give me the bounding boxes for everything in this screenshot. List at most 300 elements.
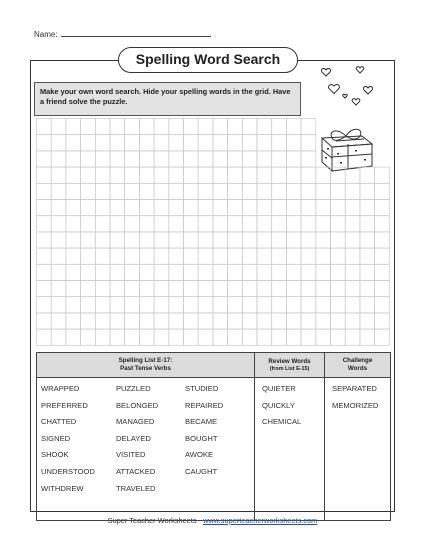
grid-cell[interactable] — [331, 167, 346, 183]
grid-cell[interactable] — [51, 183, 66, 199]
grid-cell[interactable] — [66, 281, 81, 297]
grid-cell[interactable] — [81, 281, 96, 297]
grid-cell[interactable] — [316, 329, 331, 345]
grid-cell[interactable] — [198, 183, 213, 199]
grid-cell[interactable] — [345, 248, 360, 264]
grid-cell[interactable] — [110, 232, 125, 248]
grid-cell[interactable] — [154, 119, 169, 135]
grid-cell[interactable] — [37, 329, 52, 345]
grid-cell[interactable] — [110, 119, 125, 135]
grid-cell[interactable] — [316, 200, 331, 216]
grid-cell[interactable] — [81, 329, 96, 345]
grid-cell[interactable] — [345, 183, 360, 199]
grid-cell[interactable] — [154, 167, 169, 183]
grid-cell[interactable] — [139, 248, 154, 264]
grid-cell[interactable] — [139, 135, 154, 151]
grid-cell[interactable] — [360, 232, 375, 248]
grid-cell[interactable] — [198, 248, 213, 264]
grid-cell[interactable] — [95, 216, 110, 232]
grid-cell[interactable] — [154, 297, 169, 313]
grid-cell[interactable] — [51, 135, 66, 151]
grid-cell[interactable] — [272, 216, 287, 232]
grid-cell[interactable] — [66, 297, 81, 313]
grid-cell[interactable] — [95, 119, 110, 135]
grid-cell[interactable] — [37, 119, 52, 135]
grid-cell[interactable] — [51, 232, 66, 248]
grid-cell[interactable] — [125, 281, 140, 297]
grid-cell[interactable] — [169, 216, 184, 232]
grid-cell[interactable] — [228, 119, 243, 135]
grid-cell[interactable] — [375, 329, 390, 345]
grid-cell[interactable] — [228, 183, 243, 199]
grid-cell[interactable] — [198, 281, 213, 297]
grid-cell[interactable] — [375, 281, 390, 297]
grid-cell[interactable] — [184, 151, 199, 167]
grid-cell[interactable] — [81, 232, 96, 248]
grid-cell[interactable] — [272, 119, 287, 135]
footer-link[interactable]: www.superteacherworksheets.com — [203, 516, 318, 525]
grid-cell[interactable] — [81, 248, 96, 264]
grid-cell[interactable] — [169, 329, 184, 345]
grid-cell[interactable] — [331, 200, 346, 216]
grid-cell[interactable] — [301, 297, 316, 313]
grid-cell[interactable] — [316, 216, 331, 232]
grid-cell[interactable] — [139, 167, 154, 183]
grid-cell[interactable] — [331, 248, 346, 264]
grid-cell[interactable] — [125, 248, 140, 264]
grid-cell[interactable] — [228, 200, 243, 216]
grid-cell[interactable] — [125, 151, 140, 167]
grid-cell[interactable] — [228, 264, 243, 280]
grid-cell[interactable] — [286, 135, 301, 151]
grid-cell[interactable] — [345, 313, 360, 329]
grid-cell[interactable] — [213, 329, 228, 345]
grid-cell[interactable] — [169, 281, 184, 297]
grid-cell[interactable] — [375, 216, 390, 232]
grid-cell[interactable] — [184, 200, 199, 216]
grid-cell[interactable] — [242, 248, 257, 264]
grid-cell[interactable] — [154, 216, 169, 232]
grid-cell[interactable] — [301, 264, 316, 280]
grid-cell[interactable] — [66, 167, 81, 183]
grid-cell[interactable] — [95, 264, 110, 280]
grid-cell[interactable] — [51, 248, 66, 264]
grid-cell[interactable] — [184, 264, 199, 280]
grid-cell[interactable] — [125, 232, 140, 248]
grid-cell[interactable] — [375, 200, 390, 216]
grid-cell[interactable] — [169, 119, 184, 135]
grid-cell[interactable] — [81, 313, 96, 329]
grid-cell[interactable] — [213, 119, 228, 135]
grid-cell[interactable] — [360, 200, 375, 216]
grid-cell[interactable] — [228, 167, 243, 183]
grid-cell[interactable] — [37, 313, 52, 329]
grid-cell[interactable] — [301, 248, 316, 264]
grid-cell[interactable] — [125, 216, 140, 232]
grid-cell[interactable] — [139, 313, 154, 329]
word-search-grid[interactable] — [36, 118, 392, 350]
grid-cell[interactable] — [81, 183, 96, 199]
grid-cell[interactable] — [66, 119, 81, 135]
grid-cell[interactable] — [213, 200, 228, 216]
grid-cell[interactable] — [257, 264, 272, 280]
grid-cell[interactable] — [286, 151, 301, 167]
grid-cell[interactable] — [301, 329, 316, 345]
grid-cell[interactable] — [242, 200, 257, 216]
grid-cell[interactable] — [301, 232, 316, 248]
grid-cell[interactable] — [228, 313, 243, 329]
grid-cell[interactable] — [286, 264, 301, 280]
grid-cell[interactable] — [154, 183, 169, 199]
grid-cell[interactable] — [110, 183, 125, 199]
grid-cell[interactable] — [95, 135, 110, 151]
grid-cell[interactable] — [213, 264, 228, 280]
grid-cell[interactable] — [228, 232, 243, 248]
grid-cell[interactable] — [198, 232, 213, 248]
grid-cell[interactable] — [242, 264, 257, 280]
grid-cell[interactable] — [66, 232, 81, 248]
grid-cell[interactable] — [139, 281, 154, 297]
grid-cell[interactable] — [95, 167, 110, 183]
grid-cell[interactable] — [242, 297, 257, 313]
grid-cell[interactable] — [37, 281, 52, 297]
grid-cell[interactable] — [95, 200, 110, 216]
grid-cell[interactable] — [81, 264, 96, 280]
grid-cell[interactable] — [169, 135, 184, 151]
name-line[interactable] — [61, 28, 211, 37]
grid-cell[interactable] — [257, 297, 272, 313]
grid-cell[interactable] — [184, 167, 199, 183]
grid-cell[interactable] — [286, 248, 301, 264]
grid-cell[interactable] — [345, 167, 360, 183]
grid-cell[interactable] — [345, 200, 360, 216]
grid-cell[interactable] — [95, 151, 110, 167]
grid-cell[interactable] — [316, 281, 331, 297]
grid-cell[interactable] — [316, 183, 331, 199]
grid-cell[interactable] — [360, 297, 375, 313]
grid-cell[interactable] — [125, 264, 140, 280]
grid-cell[interactable] — [110, 200, 125, 216]
grid-cell[interactable] — [213, 151, 228, 167]
grid-cell[interactable] — [37, 216, 52, 232]
grid-cell[interactable] — [272, 264, 287, 280]
grid-cell[interactable] — [242, 151, 257, 167]
grid-cell[interactable] — [286, 119, 301, 135]
grid-cell[interactable] — [169, 264, 184, 280]
grid-cell[interactable] — [51, 264, 66, 280]
grid-cell[interactable] — [184, 183, 199, 199]
grid-cell[interactable] — [169, 232, 184, 248]
grid-cell[interactable] — [184, 329, 199, 345]
grid-cell[interactable] — [360, 264, 375, 280]
grid-cell[interactable] — [37, 151, 52, 167]
grid-cell[interactable] — [184, 135, 199, 151]
grid-cell[interactable] — [213, 313, 228, 329]
grid-cell[interactable] — [110, 216, 125, 232]
grid-cell[interactable] — [272, 248, 287, 264]
grid-cell[interactable] — [81, 167, 96, 183]
grid-cell[interactable] — [154, 313, 169, 329]
grid-cell[interactable] — [154, 135, 169, 151]
grid-cell[interactable] — [286, 167, 301, 183]
grid-cell[interactable] — [301, 167, 316, 183]
grid-cell[interactable] — [154, 329, 169, 345]
grid-cell[interactable] — [125, 313, 140, 329]
grid-cell[interactable] — [95, 232, 110, 248]
grid-cell[interactable] — [66, 329, 81, 345]
grid-cell[interactable] — [154, 248, 169, 264]
grid-cell[interactable] — [242, 281, 257, 297]
grid-cell[interactable] — [125, 119, 140, 135]
grid-cell[interactable] — [110, 264, 125, 280]
grid-cell[interactable] — [184, 313, 199, 329]
grid-cell[interactable] — [184, 248, 199, 264]
grid-cell[interactable] — [37, 248, 52, 264]
grid-cell[interactable] — [228, 281, 243, 297]
grid-cell[interactable] — [81, 297, 96, 313]
grid-cell[interactable] — [228, 151, 243, 167]
grid-cell[interactable] — [301, 313, 316, 329]
grid-cell[interactable] — [213, 167, 228, 183]
grid-cell[interactable] — [257, 119, 272, 135]
grid-cell[interactable] — [331, 297, 346, 313]
grid-cell[interactable] — [242, 167, 257, 183]
grid-cell[interactable] — [345, 297, 360, 313]
grid-cell[interactable] — [125, 167, 140, 183]
grid-cell[interactable] — [184, 119, 199, 135]
grid-cell[interactable] — [169, 200, 184, 216]
grid-cell[interactable] — [257, 248, 272, 264]
grid-cell[interactable] — [316, 264, 331, 280]
grid-cell[interactable] — [345, 232, 360, 248]
grid-cell[interactable] — [198, 216, 213, 232]
grid-cell[interactable] — [242, 135, 257, 151]
grid-cell[interactable] — [375, 183, 390, 199]
grid-cell[interactable] — [286, 232, 301, 248]
grid-cell[interactable] — [257, 167, 272, 183]
grid-cell[interactable] — [198, 297, 213, 313]
grid-cell[interactable] — [375, 297, 390, 313]
grid-cell[interactable] — [154, 232, 169, 248]
grid-cell[interactable] — [139, 232, 154, 248]
grid-cell[interactable] — [316, 297, 331, 313]
grid-cell[interactable] — [81, 200, 96, 216]
grid-cell[interactable] — [360, 248, 375, 264]
grid-cell[interactable] — [198, 264, 213, 280]
grid-cell[interactable] — [169, 167, 184, 183]
grid-cell[interactable] — [331, 281, 346, 297]
grid-cell[interactable] — [37, 135, 52, 151]
grid-cell[interactable] — [95, 297, 110, 313]
grid-cell[interactable] — [139, 216, 154, 232]
grid-cell[interactable] — [286, 313, 301, 329]
grid-cell[interactable] — [257, 232, 272, 248]
grid-cell[interactable] — [228, 216, 243, 232]
grid-cell[interactable] — [345, 264, 360, 280]
grid-cell[interactable] — [301, 216, 316, 232]
grid-cell[interactable] — [198, 313, 213, 329]
grid-cell[interactable] — [331, 183, 346, 199]
grid-cell[interactable] — [257, 151, 272, 167]
grid-cell[interactable] — [360, 313, 375, 329]
grid-cell[interactable] — [301, 151, 316, 167]
grid-cell[interactable] — [228, 135, 243, 151]
grid-cell[interactable] — [375, 248, 390, 264]
grid-cell[interactable] — [51, 200, 66, 216]
grid-cell[interactable] — [213, 232, 228, 248]
grid-cell[interactable] — [81, 216, 96, 232]
grid-cell[interactable] — [110, 248, 125, 264]
grid-cell[interactable] — [125, 183, 140, 199]
grid-cell[interactable] — [110, 151, 125, 167]
grid-cell[interactable] — [316, 248, 331, 264]
name-field[interactable] — [34, 28, 211, 39]
grid-cell[interactable] — [95, 313, 110, 329]
grid-cell[interactable] — [110, 167, 125, 183]
grid-cell[interactable] — [360, 329, 375, 345]
grid-cell[interactable] — [51, 281, 66, 297]
grid-cell[interactable] — [257, 313, 272, 329]
grid-cell[interactable] — [331, 329, 346, 345]
grid-cell[interactable] — [242, 216, 257, 232]
grid-cell[interactable] — [125, 135, 140, 151]
grid-cell[interactable] — [257, 135, 272, 151]
grid-cell[interactable] — [272, 313, 287, 329]
grid-cell[interactable] — [169, 313, 184, 329]
grid-cell[interactable] — [139, 329, 154, 345]
grid-cell[interactable] — [81, 151, 96, 167]
grid-cell[interactable] — [66, 200, 81, 216]
grid-cell[interactable] — [257, 216, 272, 232]
grid-cell[interactable] — [37, 232, 52, 248]
grid-cell[interactable] — [316, 232, 331, 248]
grid-cell[interactable] — [286, 183, 301, 199]
grid-cell[interactable] — [95, 329, 110, 345]
grid-cell[interactable] — [66, 135, 81, 151]
grid-cell[interactable] — [228, 329, 243, 345]
grid-cell[interactable] — [125, 200, 140, 216]
grid-cell[interactable] — [198, 151, 213, 167]
grid-cell[interactable] — [154, 151, 169, 167]
grid-cell[interactable] — [286, 200, 301, 216]
grid-cell[interactable] — [360, 183, 375, 199]
grid-cell[interactable] — [301, 200, 316, 216]
grid-cell[interactable] — [66, 264, 81, 280]
grid-cell[interactable] — [66, 248, 81, 264]
grid-cell[interactable] — [345, 329, 360, 345]
grid-cell[interactable] — [286, 329, 301, 345]
grid-cell[interactable] — [51, 167, 66, 183]
grid-cell[interactable] — [272, 135, 287, 151]
grid-cell[interactable] — [257, 281, 272, 297]
grid-cell[interactable] — [51, 151, 66, 167]
grid-cell[interactable] — [198, 200, 213, 216]
grid-cell[interactable] — [301, 281, 316, 297]
grid-cell[interactable] — [184, 297, 199, 313]
grid-cell[interactable] — [198, 135, 213, 151]
grid-cell[interactable] — [154, 200, 169, 216]
grid-cell[interactable] — [139, 151, 154, 167]
grid-cell[interactable] — [345, 281, 360, 297]
grid-cell[interactable] — [125, 329, 140, 345]
grid-cell[interactable] — [110, 313, 125, 329]
grid-cell[interactable] — [81, 135, 96, 151]
grid-cell[interactable] — [95, 183, 110, 199]
grid-cell[interactable] — [139, 119, 154, 135]
grid-cell[interactable] — [213, 183, 228, 199]
grid-cell[interactable] — [66, 313, 81, 329]
grid-cell[interactable] — [242, 232, 257, 248]
grid-cell[interactable] — [242, 183, 257, 199]
grid-cell[interactable] — [169, 183, 184, 199]
grid-cell[interactable] — [345, 216, 360, 232]
grid-cell[interactable] — [272, 183, 287, 199]
grid-cell[interactable] — [316, 167, 331, 183]
grid-cell[interactable] — [51, 313, 66, 329]
grid-cell[interactable] — [286, 297, 301, 313]
grid-cell[interactable] — [139, 297, 154, 313]
grid-cell[interactable] — [110, 281, 125, 297]
grid-cell[interactable] — [375, 313, 390, 329]
grid-cell[interactable] — [37, 183, 52, 199]
grid-cell[interactable] — [272, 151, 287, 167]
grid-cell[interactable] — [257, 329, 272, 345]
grid-cell[interactable] — [125, 297, 140, 313]
grid-cell[interactable] — [51, 216, 66, 232]
grid-cell[interactable] — [95, 281, 110, 297]
grid-cell[interactable] — [110, 329, 125, 345]
grid-cell[interactable] — [228, 248, 243, 264]
grid-cell[interactable] — [66, 183, 81, 199]
grid-cell[interactable] — [331, 313, 346, 329]
grid-cell[interactable] — [198, 119, 213, 135]
grid-cell[interactable] — [272, 232, 287, 248]
grid-cell[interactable] — [213, 216, 228, 232]
grid-cell[interactable] — [272, 329, 287, 345]
grid-cell[interactable] — [331, 216, 346, 232]
grid-cell[interactable] — [272, 167, 287, 183]
grid-cell[interactable] — [95, 248, 110, 264]
grid-cell[interactable] — [51, 329, 66, 345]
grid-cell[interactable] — [228, 297, 243, 313]
grid-cell[interactable] — [169, 248, 184, 264]
grid-cell[interactable] — [37, 200, 52, 216]
grid-cell[interactable] — [301, 119, 316, 135]
grid-cell[interactable] — [360, 216, 375, 232]
grid-cell[interactable] — [257, 183, 272, 199]
grid-cell[interactable] — [198, 329, 213, 345]
grid-cell[interactable] — [37, 297, 52, 313]
grid-cell[interactable] — [272, 297, 287, 313]
grid-cell[interactable] — [375, 232, 390, 248]
grid-cell[interactable] — [301, 183, 316, 199]
grid-cell[interactable] — [257, 200, 272, 216]
grid-cell[interactable] — [184, 216, 199, 232]
grid-cell[interactable] — [139, 183, 154, 199]
grid-cell[interactable] — [375, 167, 390, 183]
grid-cell[interactable] — [169, 297, 184, 313]
grid-cell[interactable] — [213, 248, 228, 264]
grid-cell[interactable] — [169, 151, 184, 167]
grid-cell[interactable] — [154, 281, 169, 297]
grid-cell[interactable] — [110, 297, 125, 313]
grid-cell[interactable] — [37, 264, 52, 280]
grid-cell[interactable] — [213, 281, 228, 297]
grid-cell[interactable] — [331, 232, 346, 248]
grid-cell[interactable] — [110, 135, 125, 151]
grid-cell[interactable] — [360, 167, 375, 183]
grid-cell[interactable] — [301, 135, 316, 151]
